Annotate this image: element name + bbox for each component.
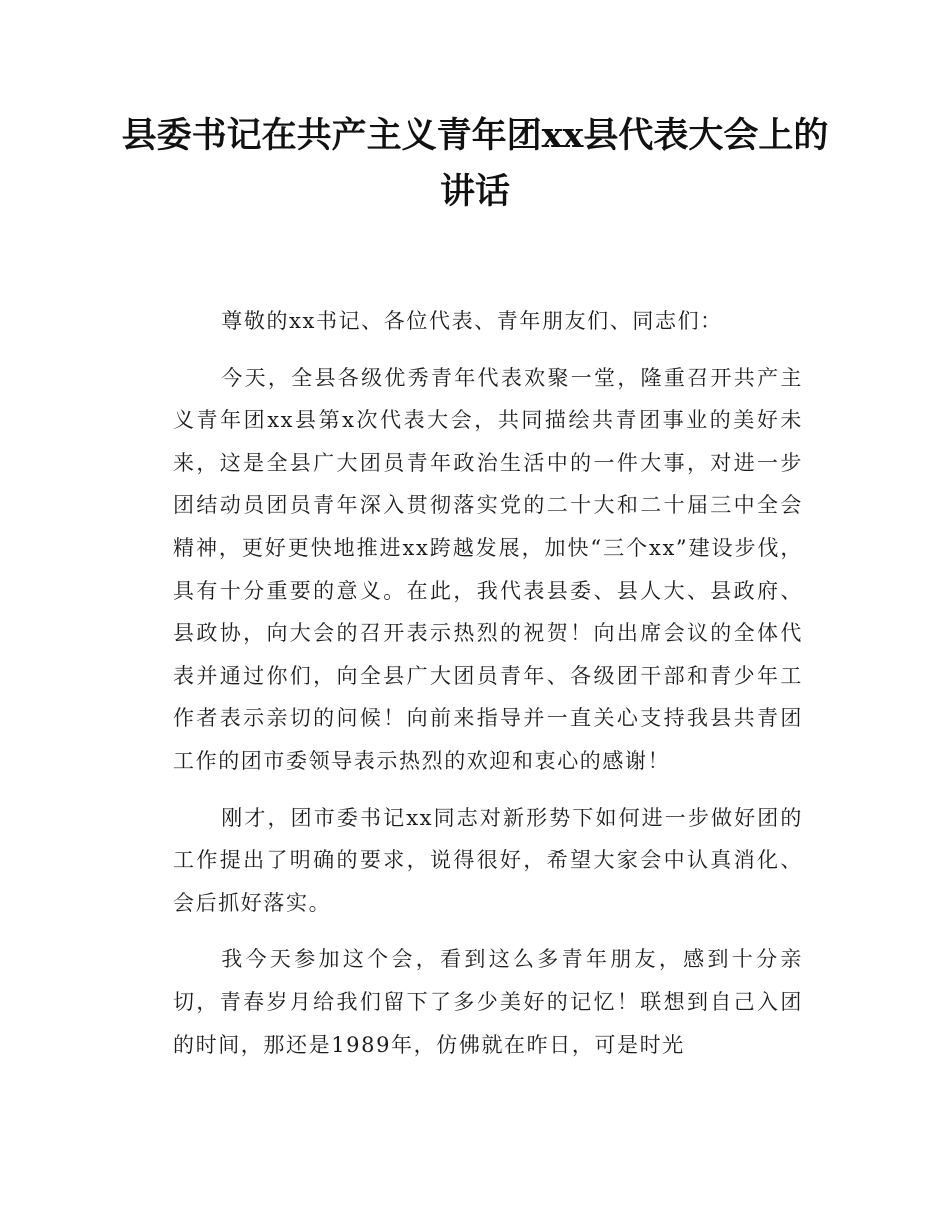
document-title: 县委书记在共产主义青年团xx县代表大会上的讲话 — [121, 115, 829, 212]
response-paragraph: 刚才，团市委书记xx同志对新形势下如何进一步做好团的工作提出了明确的要求，说得很好，希望大家会中认真消化、会后抓好落实。 — [173, 805, 803, 915]
salutation-paragraph: 尊敬的xx书记、各位代表、青年朋友们、同志们： — [221, 309, 723, 333]
document-body — [173, 300, 803, 1066]
reflection-paragraph: 我今天参加这个会，看到这么多青年朋友，感到十分亲切，青春岁月给我们留下了多少美好的记忆！联想到自己入团的时间，那还是1989年，仿佛就在昨日，可是时光 — [173, 947, 803, 1057]
opening-paragraph: 今天，全县各级优秀青年代表欢聚一堂，隆重召开共产主义青年团xx县第x次代表大会，共同描绘共青团事业的美好未来，这是全县广大团员青年政治生活中的一件大事，对进一步团结动员团员青年深入贯彻落实党的二十大和二十届三中全会精神，更好更快地推进xx跨越发展，加快“三个xx”建设步伐，具有十分重要的意义。在此，我代表县委、县人大、县政府、县政协，向大会的召开表示热烈的祝贺！向出席会议的全体代表并通过你们，向全县广大团员青年、各级团干部和青少年工作者表示亲切的问候！向前来指导并一直关心支持我县共青团工作的团市委领导表示热烈的欢迎和衷心的感谢！ — [173, 365, 803, 773]
